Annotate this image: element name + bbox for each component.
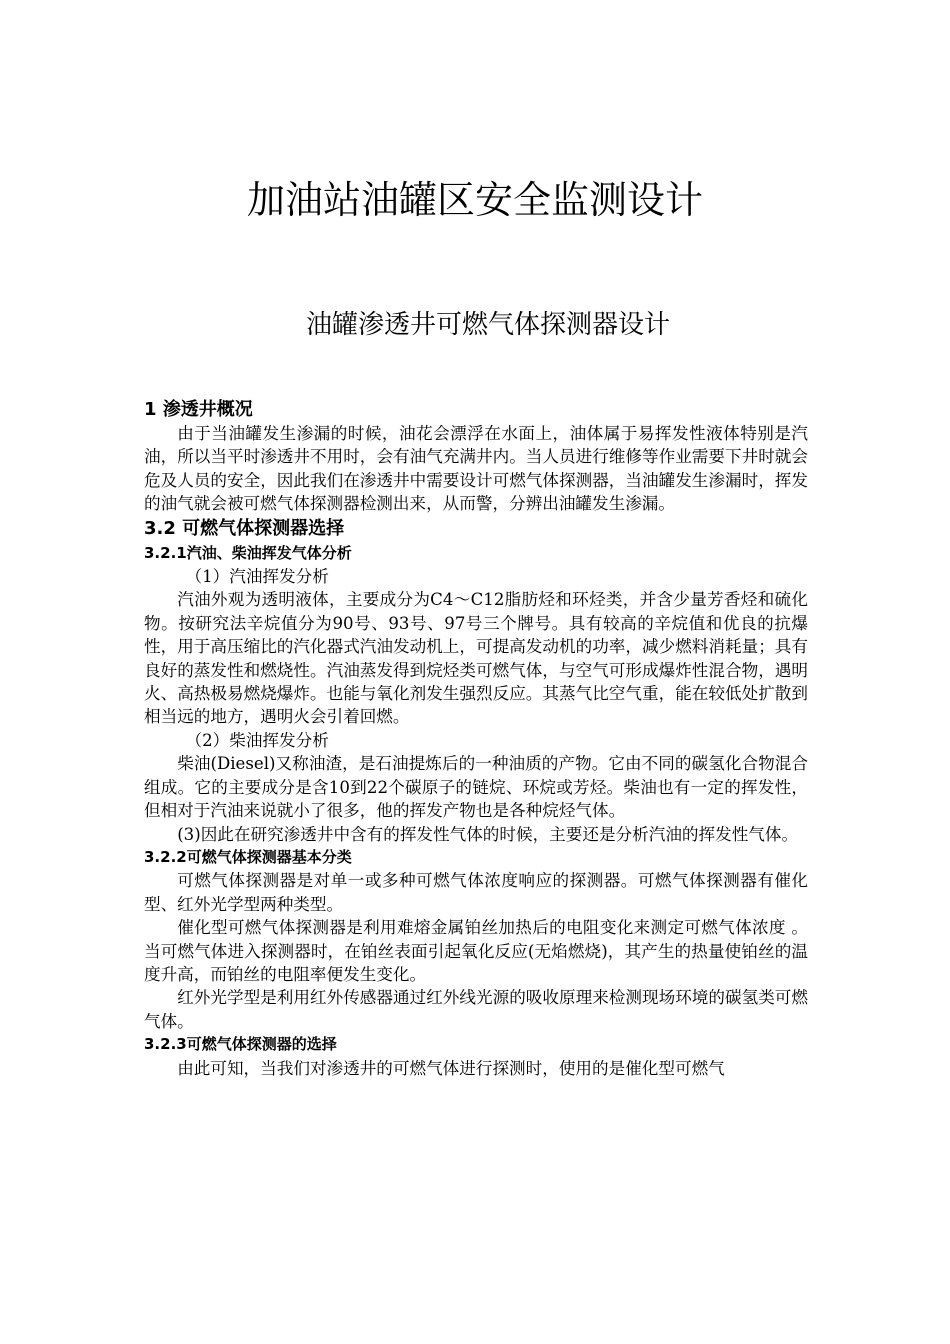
gasoline-analysis-title: （1）汽油挥发分析 — [185, 567, 329, 587]
document-subtitle: 油罐渗透井可燃气体探测器设计 — [306, 310, 671, 340]
conclusion-paragraph: (3)因此在研究渗透井中含有的挥发性气体的时候，主要还是分析汽油的挥发性气体。 — [177, 824, 799, 844]
detector-selection-paragraph: 由此可知，当我们对渗透井的可燃气体进行探测时，使用的是催化型可燃气 — [177, 1058, 725, 1078]
diesel-analysis-title: （2）柴油挥发分析 — [185, 730, 329, 750]
section-3-2-1-heading: 3.2.1汽油、柴油挥发气体分析 — [144, 543, 352, 562]
diesel-analysis-paragraph: 柴油(Diesel)又称油渣，是石油提炼后的一种油质的产物。它由不同的碳氢化合物混合组成。它的主要成分是含10到22个碳原子的链烷、环烷或芳烃。柴油也有一定的挥发性，但相对于汽油来说就小了很多，他的挥发产物也是各种烷烃气体。 — [144, 754, 808, 821]
section-1-paragraph: 由于当油罐发生渗漏的时候，油花会漂浮在水面上，油体属于易挥发性液体特别是汽油，所以当平时渗透井不用时，会有油气充满井内。当人员进行维修等作业需要下井时就会危及人员的安全，因此我们在渗透井中需要设计可燃气体探测器，当油罐发生渗漏时，挥发的油气就会被可燃气体探测器检测出来，从而警，分辨出油罐发生渗漏。 — [144, 424, 808, 514]
gasoline-analysis-paragraph: 汽油外观为透明液体，主要成分为C4～C12脂肪烃和环烃类，并含少量芳香烃和硫化物。按研究法辛烷值分为90号、93号、97号三个牌号。具有较高的辛烷值和优良的抗爆性，用于高压缩比的汽化器式汽油发动机上，可提高发动机的功率，减少燃料消耗量；具有良好的蒸发性和燃烧性。汽油蒸发得到烷烃类可燃气体，与空气可形成爆炸性混合物，遇明火、高热极易燃烧爆炸。也能与氧化剂发生强烈反应。其蒸气比空气重，能在较低处扩散到相当远的地方，遇明火会引着回燃。 — [144, 590, 808, 727]
infrared-detector-paragraph: 红外光学型是利用红外传感器通过红外线光源的吸收原理来检测现场环境的碳氢类可燃气体。 — [144, 988, 808, 1031]
detector-classification-paragraph: 可燃气体探测器是对单一或多种可燃气体浓度响应的探测器。可燃气体探测器有催化型、红外光学型两种类型。 — [144, 871, 808, 914]
section-3-2-3-heading: 3.2.3可燃气体探测器的选择 — [144, 1035, 337, 1054]
section-1-heading: 1 渗透井概况 — [144, 399, 253, 420]
document-body — [144, 398, 808, 1080]
document-title: 加油站油罐区安全监测设计 — [246, 178, 703, 222]
section-3-2-2-heading: 3.2.2可燃气体探测器基本分类 — [144, 847, 352, 866]
catalytic-detector-paragraph: 催化型可燃气体探测器是利用难熔金属铂丝加热后的电阻变化来测定可燃气体浓度 。当可燃气体进入探测器时，在铂丝表面引起氧化反应(无焰燃烧)，其产生的热量使铂丝的温度升高，而铂丝的电阻率便发生变化。 — [144, 918, 808, 984]
section-3-2-heading: 3.2 可燃气体探测器选择 — [144, 517, 345, 539]
